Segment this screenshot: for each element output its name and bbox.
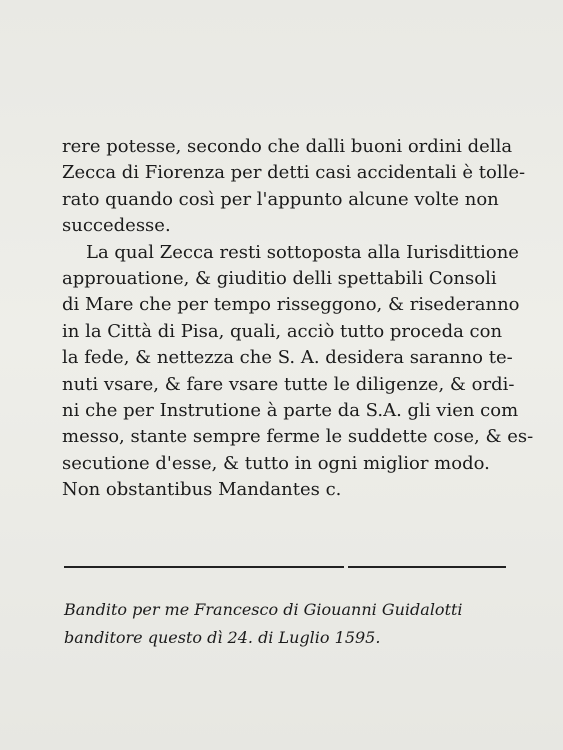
- colophon-line: Bandito per me Francesco di Giouanni Guidalotti: [64, 600, 463, 619]
- text-line: Zecca di Fiorenza per detti casi accidentali è tolle-: [62, 162, 526, 184]
- colophon-line: banditore questo dì 24. di Luglio 1595.: [64, 628, 381, 647]
- text-line: di Mare che per tempo risseggono, & risederanno: [62, 294, 520, 316]
- colophon: [64, 596, 509, 652]
- divider-rule-right: [348, 566, 506, 568]
- text-line: rato quando così per l'appunto alcune volte non: [62, 188, 499, 210]
- divider-rule-left: [64, 566, 344, 568]
- text-line: ni che per Instrutione à parte da S.A. gli vien com: [62, 400, 519, 422]
- text-line: la fede, & nettezza che S. A. desidera saranno te-: [62, 347, 513, 369]
- text-line: in la Città di Pisa, quali, acciò tutto proceda con: [62, 320, 503, 342]
- text-line: approuatione, & giuditio delli spettabili Consoli: [62, 268, 497, 290]
- closing-line: Non obstantibus Mandantes c.: [62, 479, 342, 501]
- text-line: rere potesse, secondo che dalli buoni ordini della: [62, 136, 513, 157]
- paragraph-start-line: La qual Zecca resti sottoposta alla Iurisdittione: [86, 241, 519, 263]
- text-line: succedesse.: [62, 215, 171, 237]
- text-line: secutione d'esse, & tutto in ogni miglior modo.: [62, 452, 490, 474]
- body-text: [62, 134, 534, 504]
- text-line: nuti vsare, & fare vsare tutte le diligenze, & ordi-: [62, 373, 515, 395]
- text-line: messo, stante sempre ferme le suddette cose, & es-: [62, 426, 534, 448]
